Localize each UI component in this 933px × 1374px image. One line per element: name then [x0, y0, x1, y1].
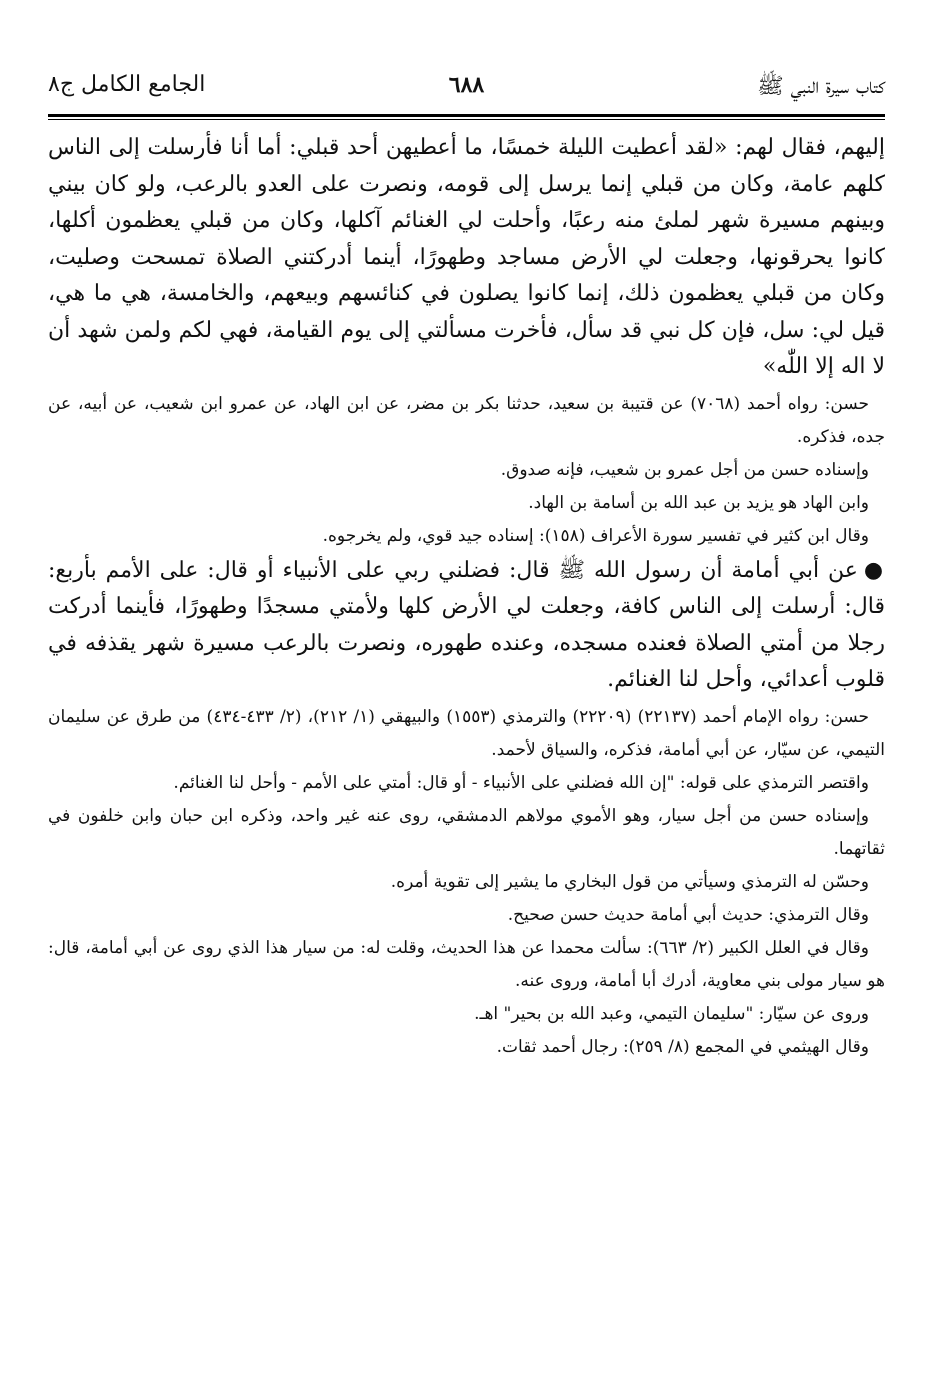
- page-body: [48, 130, 885, 1064]
- header-rule-thick: [48, 114, 885, 117]
- takhrij-note: وقال في العلل الكبير (٢/ ٦٦٣): سألت محمدا عن هذا الحديث، وقلت له: من سيار هذا الذي روى عن أبي أمامة، قال: هو سيار مولى بني معاوية، أدرك أبا أمامة، وروى عنه.: [48, 937, 885, 991]
- takhrij-note: وقال ابن كثير في تفسير سورة الأعراف (١٥٨): إسناده جيد قوي، ولم يخرجوه.: [322, 525, 869, 546]
- takhrij-note: وإسناده حسن من أجل سيار، وهو الأموي مولاهم الدمشقي، روى عنه غير واحد، وذكره ابن حبان وابن خلفون في ثقاتهما.: [48, 805, 885, 859]
- bullet-icon: ●: [863, 557, 886, 583]
- header-rule-thin: [48, 119, 885, 120]
- hadith-text: إليهم، فقال لهم: «لقد أعطيت الليلة خمسًا، ما أعطيهن أحد قبلي: أما أنا فأرسلت إلى الناس كلهم عامة، وكان من قبلي إنما يرسل إلى قومه، ونصرت على العدو بالرعب، ولو كان بيني وبينهم مسيرة شهر لملئ منه رعبًا، وأحلت لي الغنائم آكلها، وكان من قبلي يعظمون أكلها، كانوا يحرقونها، وجعلت لي الأرض مساجد وطهورًا، أينما أدركتني الصلاة تمسحت وصليت، وكان من قبلي يعظمون ذلك، إنما كانوا يصلون في كنائسهم وبيعهم، والخامسة، هي ما هي، قيل لي: سل، فإن كل نبي قد سأل، فأخرت مسألتي إلى يوم القيامة، فهي لكم ولمن شهد أن لا اله إلا اللّٰه»: [48, 135, 885, 379]
- takhrij-note: واقتصر الترمذي على قوله: "إن الله فضلني على الأنبياء - أو قال: أمتي على الأمم - وأحل لنا الغنائم.: [173, 772, 869, 793]
- volume-title: الجامع الكامل ج٨: [48, 72, 206, 97]
- takhrij-note: وإسناده حسن من أجل عمرو بن شعيب، فإنه صدوق.: [500, 459, 869, 480]
- page-number: ٦٨٨: [448, 72, 485, 98]
- takhrij-note: حسن: رواه الإمام أحمد (٢٢١٣٧) (٢٢٢٠٩) والترمذي (١٥٥٣) والبيهقي (١/ ٢١٢)، (٢/ ٤٣٣-٤٣٤) من طرق عن سليمان التيمي، عن سيّار، عن أبي أمامة، فذكره، والسياق لأحمد.: [48, 706, 885, 760]
- takhrij-note: وقال الترمذي: حديث أبي أمامة حديث حسن صحيح.: [507, 904, 869, 925]
- hadith-text: عن أبي أمامة أن رسول الله ﷺ قال: فضلني ربي على الأنبياء أو قال: على الأمم بأربع: قال: أرسلت إلى الناس كافة، وجعلت لي الأرض كلها ولأمتي مسجدًا وطهورًا، فأينما أدركت رجلا من أمتي الصلاة فعنده مسجده، وعنده طهوره، ونصرت بالرعب مسيرة شهر يقذفه في قلوب أعدائي، وأحل لنا الغنائم.: [48, 557, 885, 692]
- takhrij-note: وابن الهاد هو يزيد بن عبد الله بن أسامة بن الهاد.: [528, 492, 869, 513]
- hadith-block: [48, 553, 885, 699]
- book-title: كتاب سيرة النبي ﷺ: [757, 74, 885, 99]
- takhrij-note: وروى عن سيّار: "سليمان التيمي، وعبد الله بن بحير" اهـ.: [474, 1003, 869, 1024]
- takhrij-note: حسن: رواه أحمد (٧٠٦٨) عن قتيبة بن سعيد، حدثنا بكر بن مضر، عن ابن الهاد، عن عمرو ابن شعيب، عن أبيه، عن جده، فذكره.: [48, 393, 885, 447]
- page-header: [48, 72, 885, 112]
- takhrij-note: وقال الهيثمي في المجمع (٨/ ٢٥٩): رجال أحمد ثقات.: [496, 1036, 869, 1057]
- takhrij-note: وحسّن له الترمذي وسيأتي من قول البخاري ما يشير إلى تقوية أمره.: [390, 871, 869, 892]
